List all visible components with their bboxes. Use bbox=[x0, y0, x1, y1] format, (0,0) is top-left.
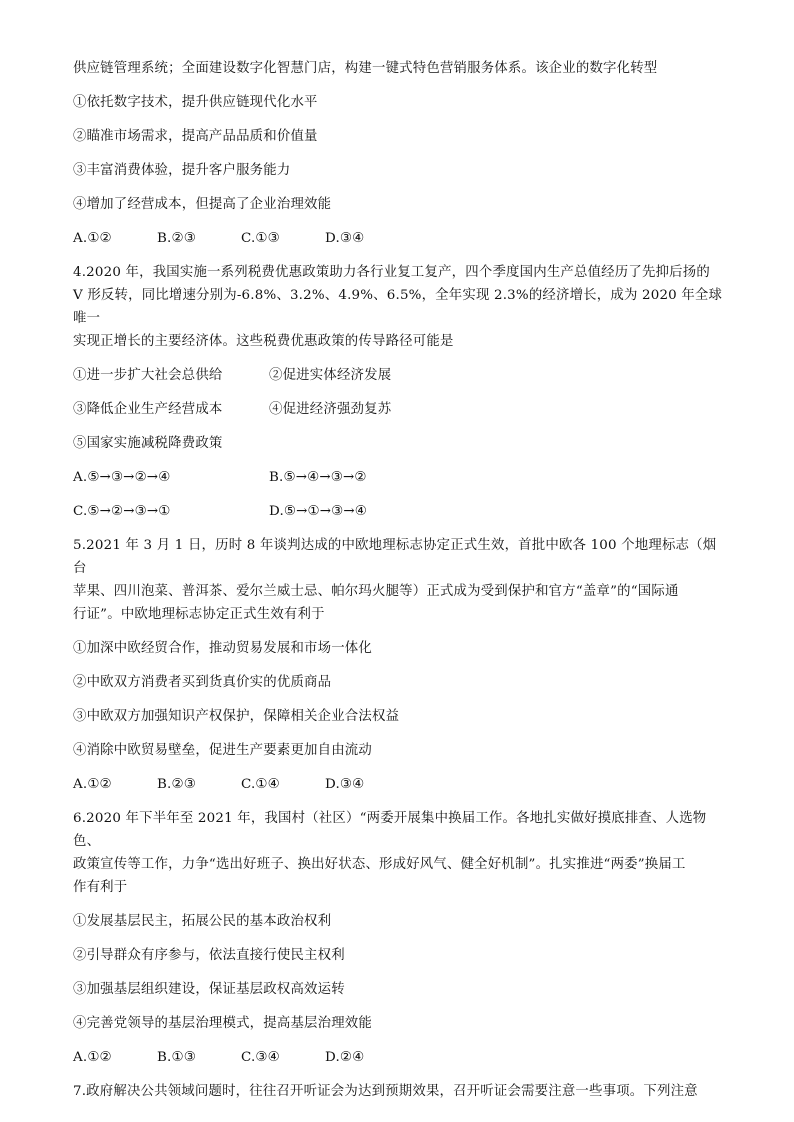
q6-stem-line-2: 政策宣传等工作，力争“选出好班子、换出好状态、形成好风气、健全好机制”。扎实推进“两委”换届工 bbox=[73, 857, 686, 872]
q5-option-1: ①加深中欧经贸合作，推动贸易发展和市场一体化 bbox=[73, 641, 372, 656]
q4-options-row-1 bbox=[73, 364, 729, 387]
q3-option-4: ④增加了经营成本，但提高了企业治理效能 bbox=[73, 197, 332, 212]
q6-option-2: ②引导群众有序参与，依法直接行使民主权利 bbox=[73, 948, 345, 963]
q5-option-4: ④消除中欧贸易壁垒，促进生产要素更加自由流动 bbox=[73, 743, 372, 758]
q4-stem-line-2: V 形反转，同比增速分别为-6.8%、3.2%、4.9%、6.5%，全年实现 2.3%的经济增长，成为 2020 年全球唯一 bbox=[73, 288, 723, 326]
q3-option-1: ①依托数字技术，提升供应链现代化水平 bbox=[73, 95, 318, 110]
q3-choice-d: D.③④ bbox=[325, 231, 365, 246]
q3-choice-a: A.①② bbox=[73, 231, 112, 246]
q4-options-row-2 bbox=[73, 398, 729, 421]
q6-choice-d: D.②④ bbox=[325, 1050, 365, 1065]
q3-option-2: ②瞄准市场需求，提高产品品质和价值量 bbox=[73, 129, 318, 144]
q3-option-3: ③丰富消费体验，提升客户服务能力 bbox=[73, 163, 291, 178]
q4-option-1: ①进一步扩大社会总供给 bbox=[73, 368, 223, 383]
q4-option-4: ④促进经济强劲复苏 bbox=[269, 402, 392, 417]
q5-stem-line-1: 5.2021 年 3 月 1 日，历时 8 年谈判达成的中欧地理标志协定正式生效，首批中欧各 100 个地理标志（烟台 bbox=[73, 538, 717, 576]
q3-choice-b: B.②③ bbox=[157, 231, 196, 246]
q4-choice-b: B.⑤→④→③→② bbox=[269, 470, 367, 485]
q4-option-5: ⑤国家实施减税降费政策 bbox=[73, 436, 223, 451]
q5-option-2: ②中欧双方消费者买到货真价实的优质商品 bbox=[73, 675, 332, 690]
q6-stem-line-1: 6.2020 年下半年至 2021 年，我国村（社区）“两委开展集中换届工作。各地扎实做好摸底排查、人选物色、 bbox=[73, 811, 707, 849]
q4-stem-line-1: 4.2020 年，我国实施一系列税费优惠政策助力各行业复工复产，四个季度国内生产总值经历了先抑后扬的 bbox=[73, 265, 710, 280]
q5-choice-d: D.③④ bbox=[325, 777, 365, 792]
q6-choice-c: C.③④ bbox=[241, 1050, 280, 1065]
q4-choice-a: A.⑤→③→②→④ bbox=[73, 470, 171, 485]
q4-stem-line-3: 实现正增长的主要经济体。这些税费优惠政策的传导路径可能是 bbox=[73, 334, 454, 349]
q6-choice-b: B.①③ bbox=[157, 1050, 196, 1065]
q5-choice-b: B.②③ bbox=[157, 777, 196, 792]
q4-answer-row-2 bbox=[73, 500, 729, 523]
q3-choice-c: C.①③ bbox=[241, 231, 280, 246]
q6-option-1: ①发展基层民主，拓展公民的基本政治权利 bbox=[73, 914, 332, 929]
q4-option-3: ③降低企业生产经营成本 bbox=[73, 402, 223, 417]
q4-option-2: ②促进实体经济发展 bbox=[269, 368, 392, 383]
q3-answer-choices bbox=[73, 227, 729, 250]
q5-stem-line-3: 行证”。中欧地理标志协定正式生效有利于 bbox=[73, 607, 325, 622]
q6-choice-a: A.①② bbox=[73, 1050, 112, 1065]
q4-choice-c: C.⑤→②→③→① bbox=[73, 504, 171, 519]
q3-stem-tail: 供应链管理系统；全面建设数字化智慧门店，构建一键式特色营销服务体系。该企业的数字化转型 bbox=[73, 61, 658, 76]
q5-choice-a: A.①② bbox=[73, 777, 112, 792]
q6-option-3: ③加强基层组织建设，保证基层政权高效运转 bbox=[73, 982, 345, 997]
q4-choice-d: D.⑤→①→③→④ bbox=[269, 504, 367, 519]
q6-stem-line-3: 作有利于 bbox=[73, 880, 128, 895]
q5-answer-choices bbox=[73, 773, 729, 796]
q6-answer-choices bbox=[73, 1046, 729, 1069]
q4-answer-row-1 bbox=[73, 466, 729, 489]
q6-option-4: ④完善党领导的基层治理模式，提高基层治理效能 bbox=[73, 1016, 372, 1031]
q5-choice-c: C.①④ bbox=[241, 777, 280, 792]
q5-option-3: ③中欧双方加强知识产权保护，保障相关企业合法权益 bbox=[73, 709, 400, 724]
q5-stem-line-2: 苹果、四川泡菜、普洱茶、爱尔兰威士忌、帕尔玛火腿等）正式成为受到保护和官方“盖章”的“国际通 bbox=[73, 584, 679, 599]
q7-stem-line-1: 7.政府解决公共领域问题时，往往召开听证会为达到预期效果，召开听证会需要注意一些事项。下列注意 bbox=[73, 1084, 698, 1099]
exam-page bbox=[73, 57, 729, 1103]
